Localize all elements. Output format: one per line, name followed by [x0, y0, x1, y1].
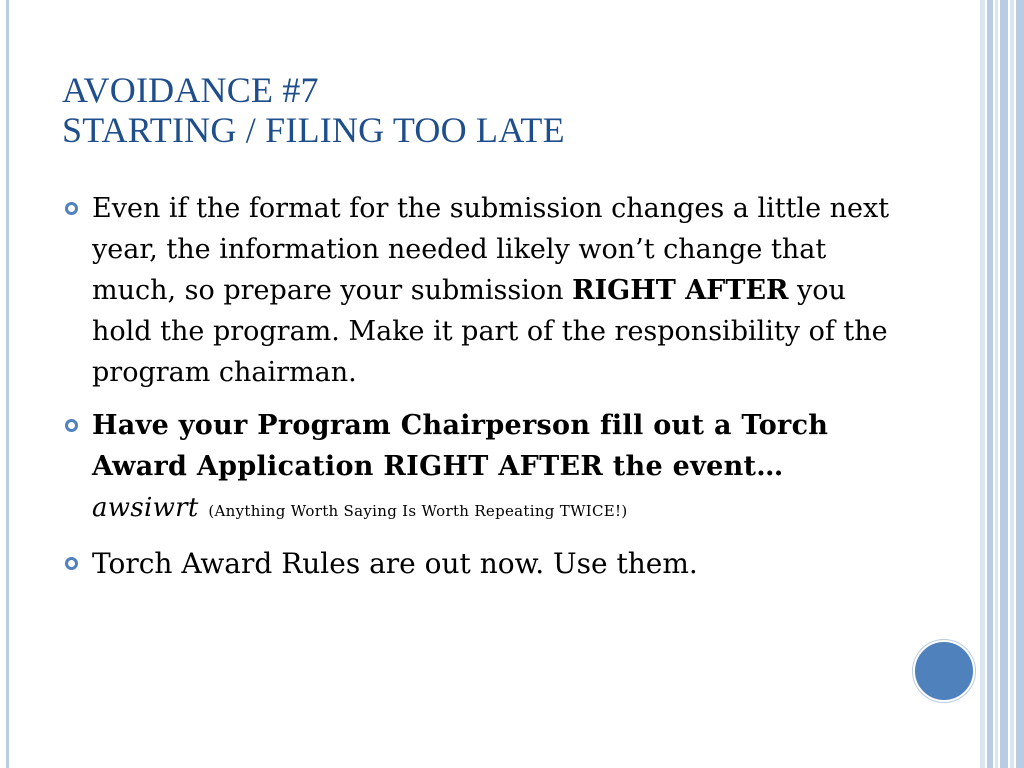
stripe [1000, 0, 1008, 768]
bullet-1-text: Even if the format for the submission changes a little next year, the information needed likely won’t change that much, so prepare your submission [92, 193, 890, 306]
stripe [1016, 0, 1024, 768]
stripe [987, 0, 993, 768]
bullet-2-note: (Anything Worth Saying Is Worth Repeating TWICE!) [208, 502, 628, 520]
stripe [1010, 0, 1014, 768]
title-line-1: AVOIDANCE #7 [62, 70, 319, 110]
bullet-circle-icon [65, 557, 78, 570]
slide-title [62, 70, 942, 150]
bullet-3-text: Torch Award Rules are out now. Use them. [92, 547, 698, 580]
bullet-1-text-end: you hold the program. Make it part of the responsibility of the program chairman. [92, 275, 888, 388]
stripe [980, 0, 985, 768]
bullet-1-emphasis: RIGHT AFTER [572, 275, 789, 306]
bullet-circle-icon [65, 419, 78, 432]
left-border-rule [6, 0, 9, 768]
bullet-2-text: Have your Program Chairperson fill out a Torch Award Application RIGHT AFTER the event… [92, 410, 829, 482]
stripe [995, 0, 998, 768]
bullet-2-acronym: awsiwrt [92, 493, 199, 523]
bullet-list [62, 188, 892, 584]
title-line-2: STARTING / FILING TOO LATE [62, 110, 565, 150]
decorative-circle [913, 640, 975, 702]
bullet-item-1 [62, 188, 892, 393]
bullet-item-3 [62, 544, 892, 584]
bullet-circle-icon [65, 202, 78, 215]
bullet-item-2 [62, 405, 892, 529]
